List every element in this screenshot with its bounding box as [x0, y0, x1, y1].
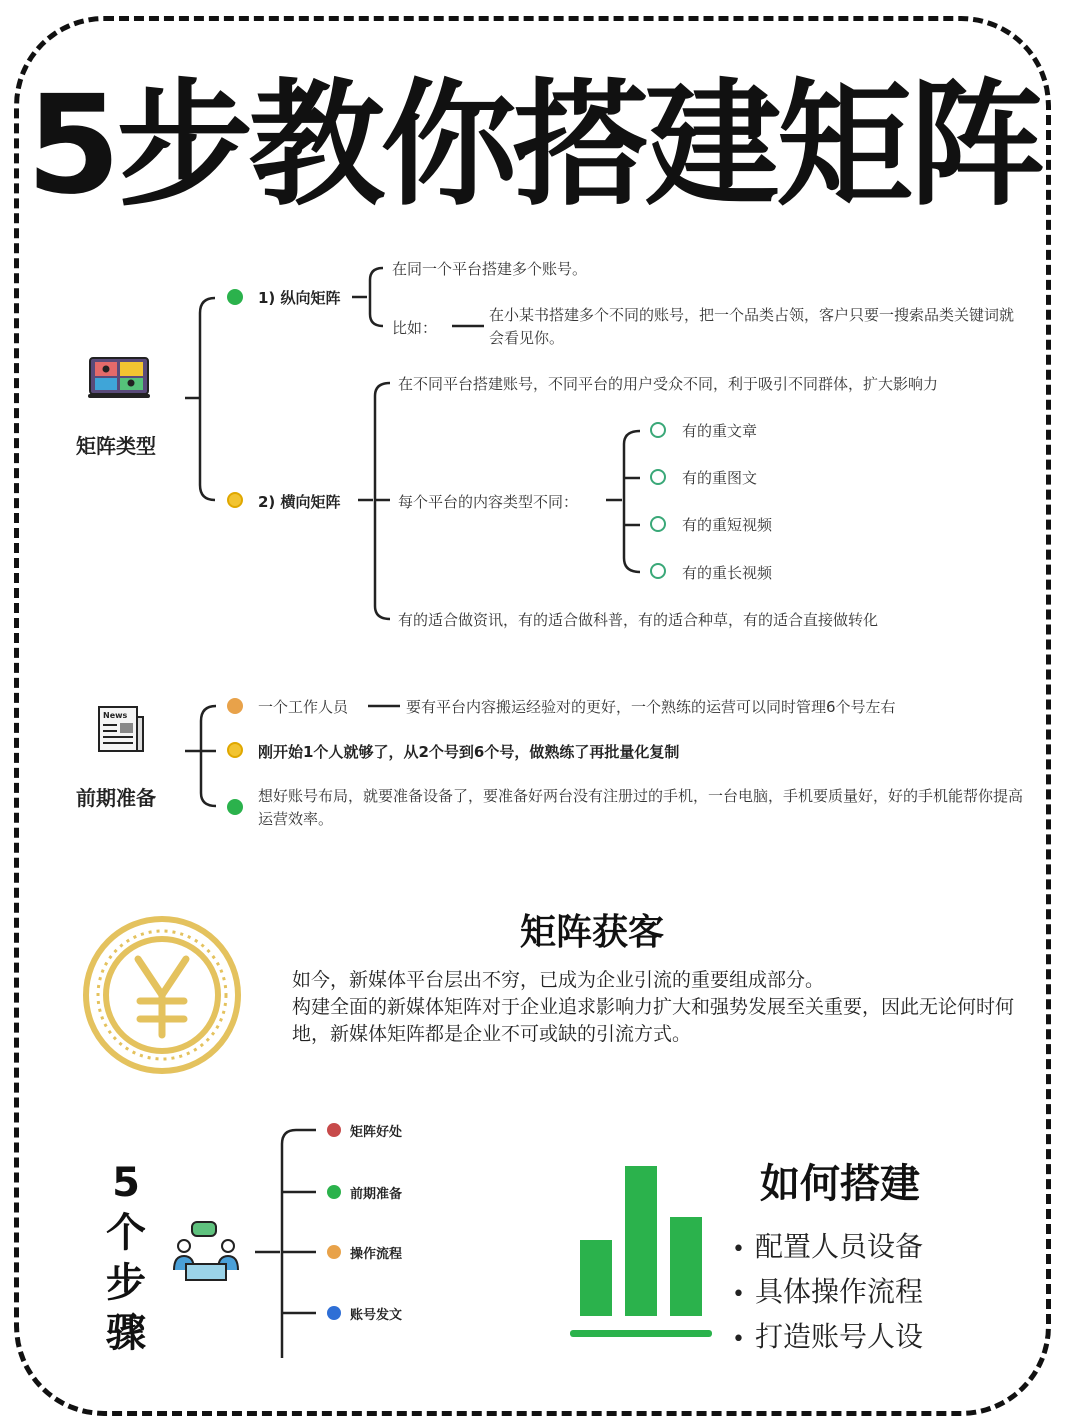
steps-label-char: 个 [106, 1210, 146, 1256]
tag-icon [327, 1245, 341, 1259]
acquisition-paragraph: 如今，新媒体平台层出不穷，已成为企业引流的重要组成部分。 [292, 969, 825, 991]
bar-chart-icon [566, 1160, 716, 1342]
play-circle-icon [650, 422, 666, 438]
matrix-types-label: 矩阵类型 [76, 434, 156, 458]
steps-label-char: 5 [112, 1160, 140, 1206]
check-circle-icon [327, 1185, 341, 1199]
content-types-label: 每个平台的内容类型不同： [398, 493, 579, 511]
how-to-title: 如何搭建 [760, 1161, 920, 1207]
step-item: 操作流程 [350, 1247, 403, 1262]
play-circle-icon [650, 516, 666, 532]
content-type-item: 有的重长视频 [682, 564, 773, 582]
vertical-matrix-desc: 在同一个平台搭建多个账号。 [392, 260, 588, 278]
play-circle-icon [650, 469, 666, 485]
matrix-types-icon [88, 352, 150, 400]
horizontal-matrix-desc: 在不同平台搭建账号，不同平台的用户受众不同，利于吸引不同群体，扩大影响力 [398, 375, 939, 393]
steps-label-char: 步 [106, 1260, 146, 1306]
lightbulb-icon [227, 492, 243, 508]
content-type-item: 有的重短视频 [682, 516, 773, 534]
step-item: 前期准备 [350, 1187, 403, 1202]
news-icon-text: News [103, 711, 128, 720]
horizontal-matrix-label: 2) 横向矩阵 [258, 493, 341, 511]
preparation-item-text: 要有平台内容搬运经验对的更好，一个熟练的运营可以同时管理6个号左右 [406, 698, 896, 716]
content-type-item: 有的重图文 [682, 469, 758, 487]
preparation-label: 前期准备 [76, 786, 156, 810]
preparation-item-head: 一个工作人员 [258, 698, 349, 716]
content-type-item: 有的重文章 [682, 422, 758, 440]
acquisition-paragraph: 构建全面的新媒体矩阵对于企业追求影响力扩大和强势发展至关重要，因此无论何时何地，新媒体矩阵都是企业不可或缺的引流方式。 [292, 996, 1015, 1045]
page-title: 5步教你搭建矩阵 [26, 67, 1041, 225]
vertical-example-label: 比如： [392, 319, 438, 337]
tag-icon [227, 698, 243, 714]
how-to-bullet: • 打造账号人设 [732, 1320, 923, 1353]
meeting-people-icon [170, 1220, 242, 1284]
horizontal-matrix-note: 有的适合做资讯，有的适合做科普，有的适合种草，有的适合直接做转化 [398, 611, 879, 629]
steps-label-char: 骤 [106, 1310, 146, 1356]
lightbulb-icon [227, 742, 243, 758]
how-to-bullet: • 具体操作流程 [732, 1275, 923, 1308]
newspaper-icon [96, 705, 146, 755]
vertical-example-text: 在小某书搭建多个不同的账号，把一个品类占领，客户只要一搜索品类关键词就会看见你。 [489, 306, 1015, 347]
step-item: 矩阵好处 [350, 1125, 403, 1140]
vertical-matrix-label: 1) 纵向矩阵 [258, 289, 341, 307]
check-circle-icon [227, 799, 243, 815]
preparation-item-text: 刚开始1个人就够了，从2个号到6个号，做熟练了再批量化复制 [258, 743, 680, 761]
step-item: 账号发文 [350, 1308, 403, 1323]
rocket-icon [327, 1306, 341, 1320]
running-person-icon [227, 289, 243, 305]
play-circle-icon [650, 563, 666, 579]
yen-coin-icon [82, 915, 242, 1075]
thumbs-up-icon [327, 1123, 341, 1137]
how-to-bullet: • 配置人员设备 [732, 1230, 923, 1263]
preparation-item-text: 想好账号布局，就要准备设备了，要准备好两台没有注册过的手机，一台电脑，手机要质量好，好的手机能帮你提高运营效率。 [258, 787, 1024, 828]
acquisition-title: 矩阵获客 [520, 912, 665, 953]
